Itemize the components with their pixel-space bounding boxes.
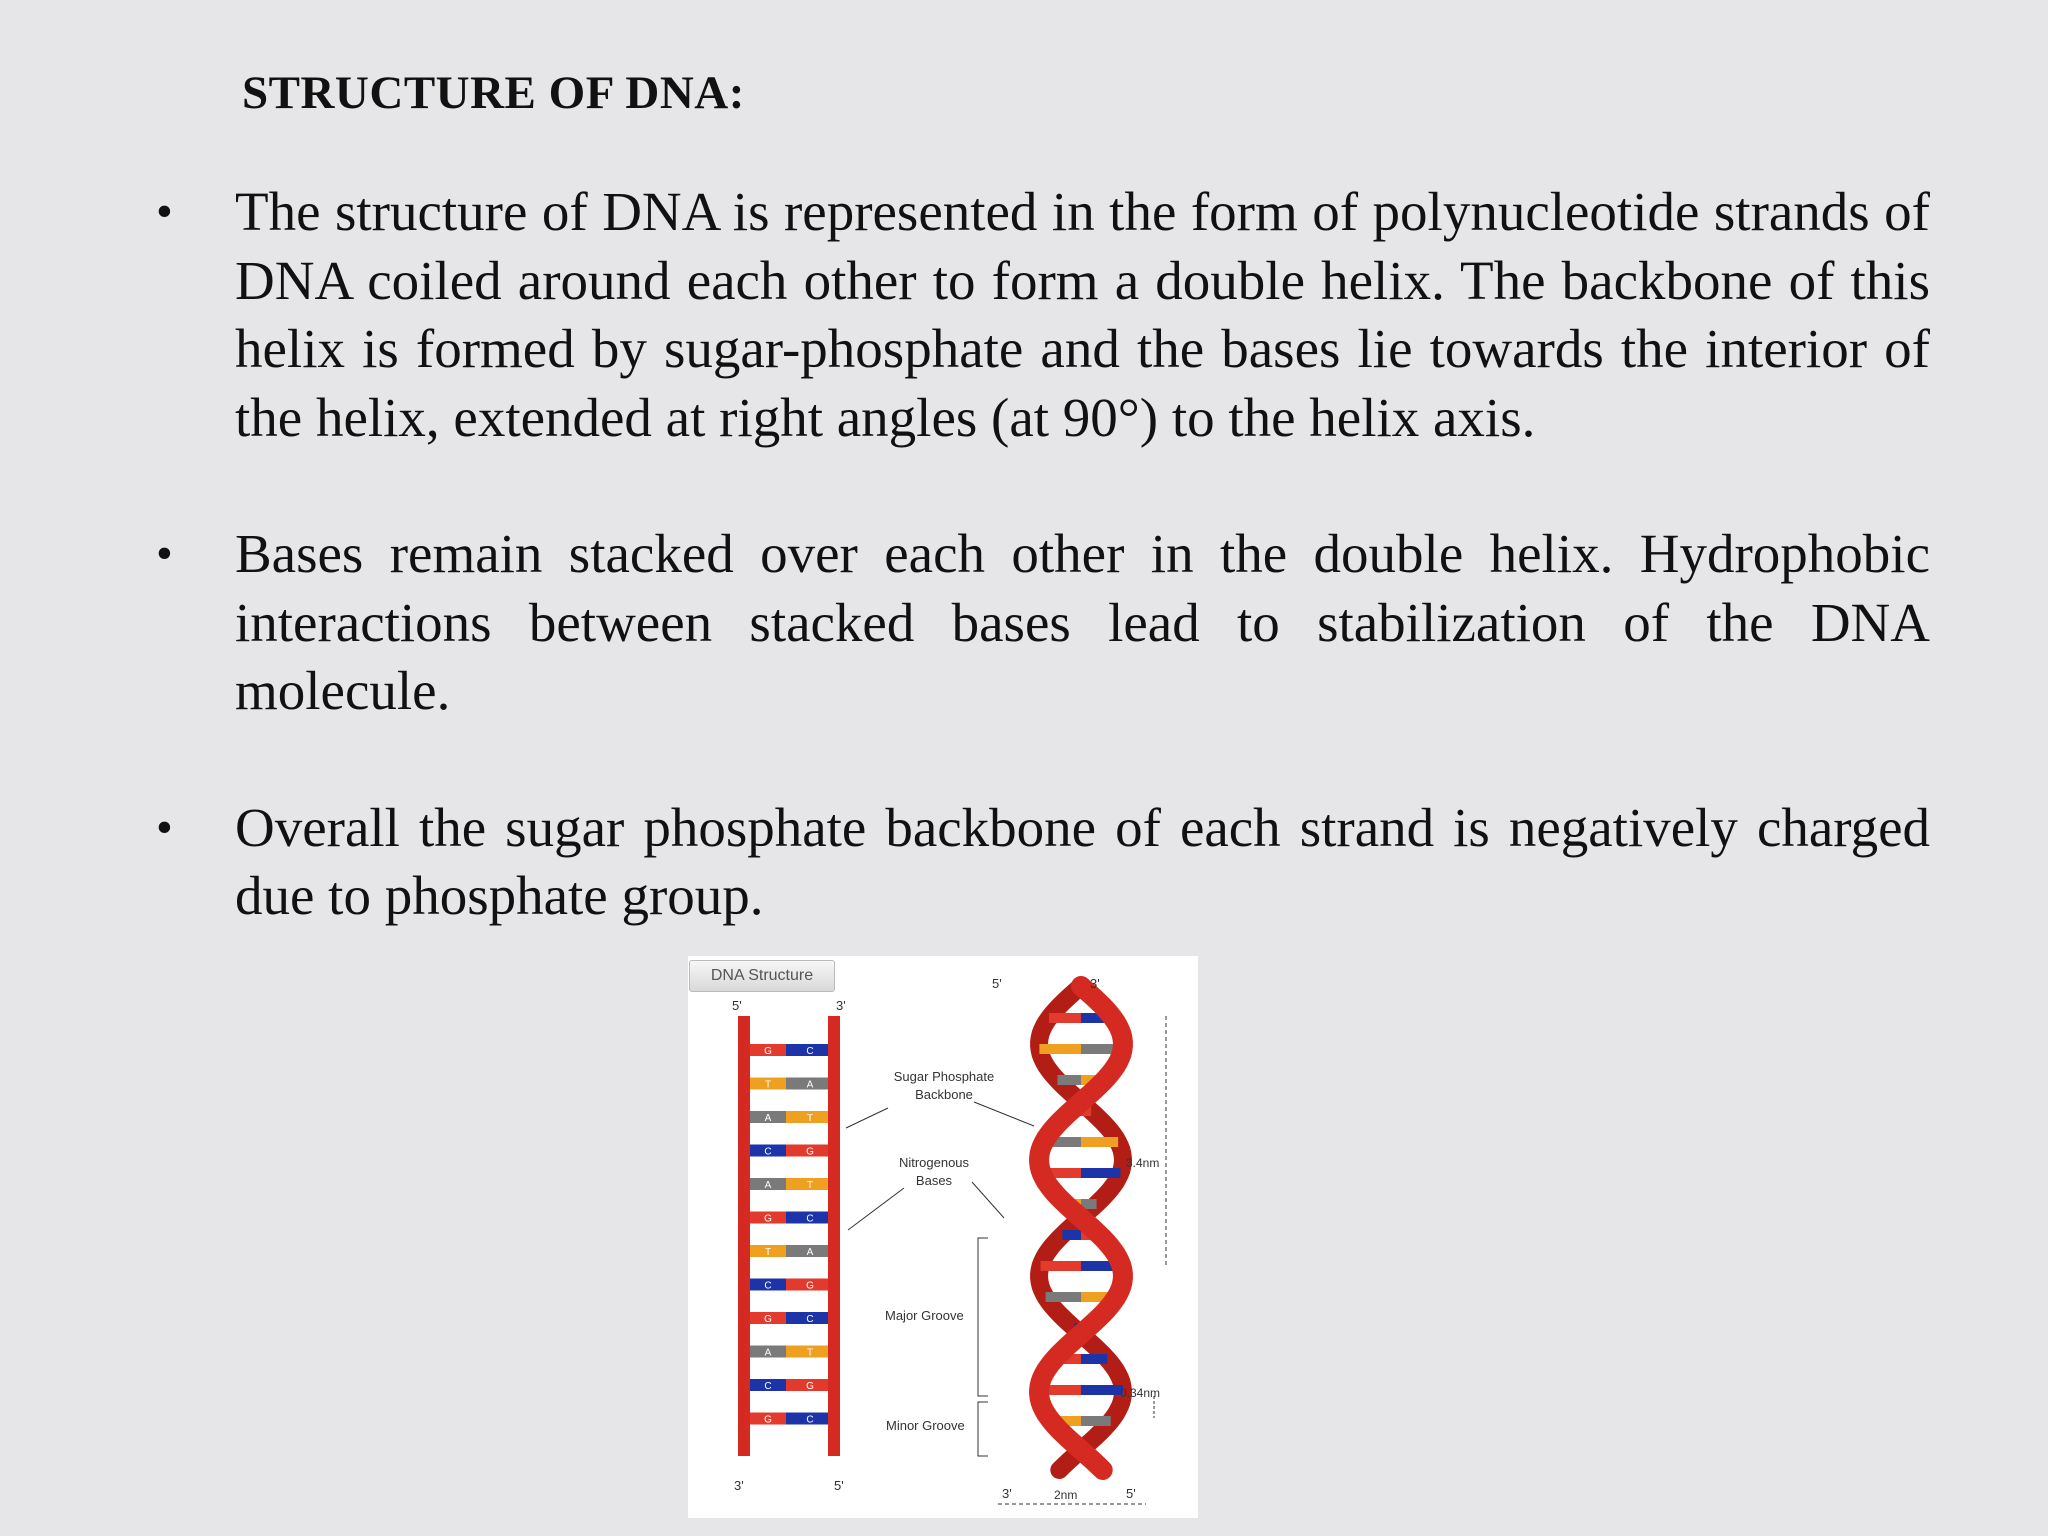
bullet-item (150, 520, 1930, 726)
figure-badge: DNA Structure (689, 960, 835, 992)
helix-base-right (1081, 1385, 1123, 1395)
bullet-dot: • (156, 527, 173, 580)
dna-diagram (688, 956, 1198, 1518)
ladder-base-left-letter: A (764, 1180, 772, 1191)
bullet-dot: • (156, 185, 173, 238)
bullet-dot: • (156, 800, 173, 854)
bullet-list (150, 178, 1930, 931)
ladder-base-right-letter: G (806, 1381, 814, 1392)
minor-groove-label: Minor Groove (886, 1418, 965, 1433)
ladder-base-right-letter: G (806, 1280, 814, 1292)
ladder-base-right-letter: C (806, 1046, 814, 1057)
helix-base-left (1046, 1292, 1081, 1302)
ladder-base-right-letter: T (806, 1180, 814, 1191)
ladder-base-left-letter: G (764, 1314, 772, 1325)
helix-base-right (1081, 1354, 1107, 1364)
ladder-base-right-letter: G (806, 1146, 814, 1158)
helix-base-left (1041, 1261, 1081, 1271)
bases-label: Nitrogenous Bases (898, 1155, 970, 1188)
ladder-base-left-letter: C (764, 1280, 772, 1292)
width-label: 2nm (1054, 1488, 1078, 1502)
helix-base-left (1039, 1044, 1081, 1054)
major-groove-label: Major Groove (885, 1308, 964, 1323)
ladder-base-left-letter: A (764, 1347, 772, 1359)
ladder-base-right-letter: T (806, 1113, 814, 1124)
backbone-label: Sugar Phosphate Backbone (893, 1069, 995, 1102)
major-groove-bracket (978, 1238, 988, 1396)
bullet-item (150, 794, 1930, 931)
ladder-base-right-letter: A (806, 1079, 814, 1091)
ladder-bottom-right-label: 5' (834, 1478, 844, 1493)
ladder-top-left-label: 5' (732, 998, 742, 1013)
bases-leader-line (848, 1188, 904, 1230)
helix-bottom-right-label: 5' (1126, 1486, 1136, 1501)
ladder-base-right-letter: C (806, 1213, 814, 1225)
ladder-base-right-letter: T (806, 1347, 814, 1359)
bullet-item (150, 178, 1930, 452)
ladder-base-left-letter: G (764, 1046, 772, 1057)
bullet-text: Bases remain stacked over each other in the double helix. Hydrophobic interactions between stacked bases lead to stabilization of the DNA molecule. (235, 523, 1930, 721)
rise-label: 0.34nm (1120, 1386, 1161, 1400)
ladder-base-left-letter: T (764, 1079, 772, 1091)
ladder-top-right-label: 3' (836, 998, 846, 1013)
ladder-base-right-letter: A (806, 1247, 814, 1258)
helix-base-left (1062, 1230, 1081, 1240)
backbone-leader-line (846, 1108, 888, 1128)
bullet-text: The structure of DNA is represented in the form of polynucleotide strands of DNA coiled around each other to form a double helix. The backbone of this helix is formed by sugar-phosphate and the bases lie towards the interior of the helix, extended at right angles (at 90°) to the helix axis. (235, 181, 1930, 448)
ladder-bottom-left-label: 3' (734, 1478, 744, 1493)
slide-title: STRUCTURE OF DNA: (242, 67, 745, 119)
ladder-base-left-letter: G (764, 1414, 772, 1426)
helix-base-right (1081, 1416, 1111, 1426)
ladder-base-left-letter: G (764, 1213, 772, 1225)
helix-base-right (1081, 1168, 1120, 1178)
helix-base-left (1049, 1013, 1081, 1023)
ladder-base-right-letter: C (806, 1414, 814, 1426)
ladder-base-right-letter: C (806, 1314, 814, 1325)
helix-base-left (1057, 1075, 1081, 1085)
minor-groove-bracket (978, 1402, 988, 1456)
dna-structure-figure (688, 956, 1198, 1518)
ladder-right-rail (828, 1016, 840, 1456)
ladder-base-left-letter: A (764, 1113, 772, 1124)
ladder-left-rail (738, 1016, 750, 1456)
helix-bottom-left-label: 3' (1002, 1486, 1012, 1501)
bullet-text: Overall the sugar phosphate backbone of each strand is negatively charged due to phosphate group. (235, 796, 1930, 926)
backbone-leader-line-right (974, 1102, 1034, 1126)
ladder-base-left-letter: C (764, 1146, 772, 1158)
helix-top-left-label: 5' (992, 976, 1002, 991)
ladder-base-left-letter: T (764, 1247, 772, 1258)
ladder-base-left-letter: C (764, 1381, 772, 1392)
helix-top-right-label: 3' (1090, 976, 1100, 991)
helix-base-right (1081, 1137, 1118, 1147)
pitch-label: 3.4nm (1126, 1156, 1160, 1170)
